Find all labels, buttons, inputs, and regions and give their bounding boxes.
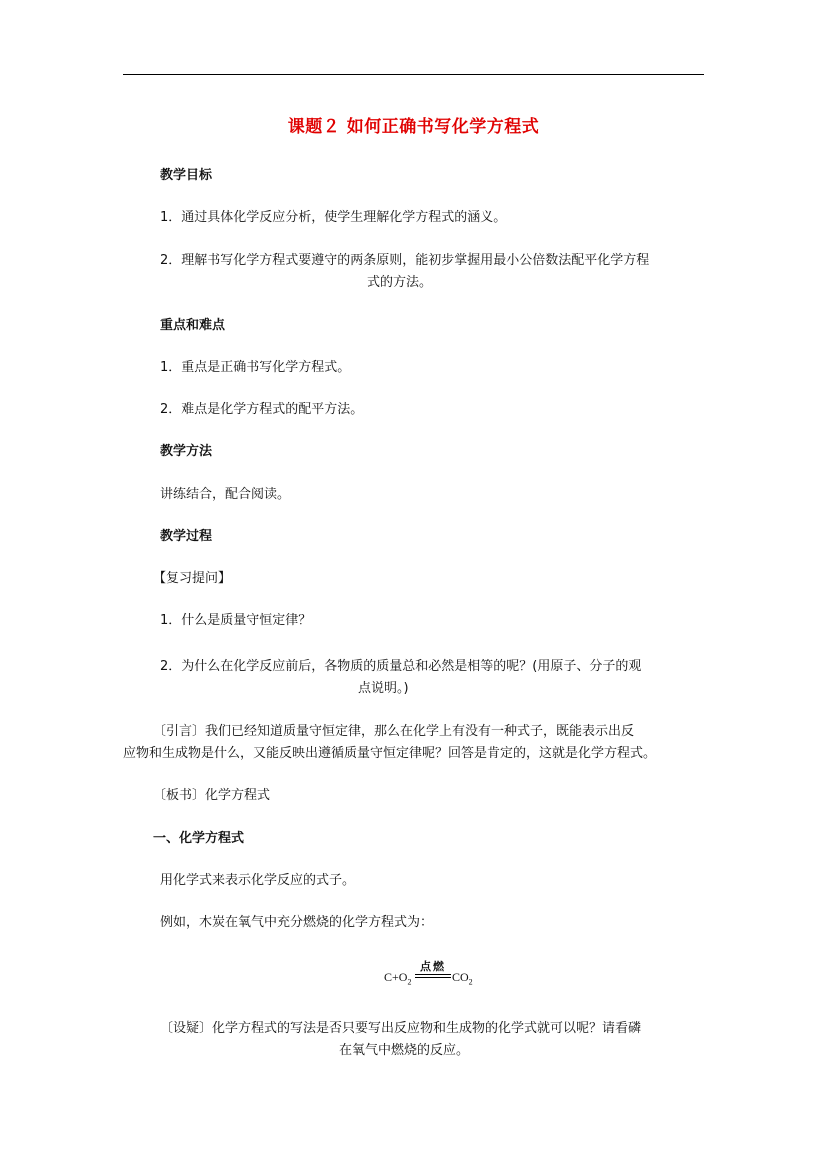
equation-equals-top xyxy=(415,974,451,975)
example-text: 例如，木炭在氧气中充分燃烧的化学方程式为： xyxy=(160,915,434,930)
method-heading: 教学方法 xyxy=(160,444,213,459)
question-line2: 在氧气中燃烧的反应。 xyxy=(339,1043,470,1058)
chemical-equation xyxy=(384,960,484,990)
header-rule xyxy=(123,74,704,75)
process-heading: 教学过程 xyxy=(160,529,213,544)
page-title: 课题２ 如何正确书写化学方程式 xyxy=(287,117,540,137)
goal-item-2-line2: 式的方法。 xyxy=(367,275,433,290)
method-text: 讲练结合，配合阅读。 xyxy=(160,487,291,502)
goal-item-1: 1．通过具体化学反应分析，使学生理解化学方程式的涵义。 xyxy=(160,210,507,225)
part1-heading: 一、化学方程式 xyxy=(153,831,245,846)
review-item-1: 1．什么是质量守恒定律？ xyxy=(160,613,312,628)
goal-item-2-line1: 2．理解书写化学方程式要遵守的两条原则，能初步掌握用最小公倍数法配平化学方程 xyxy=(160,253,650,268)
review-heading: 【复习提问】 xyxy=(153,571,232,586)
review-item-2-line2: 点说明。) xyxy=(358,681,409,696)
board-note: 〔板书〕化学方程式 xyxy=(153,788,271,803)
equation-reactants: $C+O_2$ xyxy=(384,970,412,987)
equation-equals-bottom xyxy=(415,977,451,978)
key-item-2: 2．难点是化学方程式的配平方法。 xyxy=(160,402,364,417)
question-line1: 〔设疑〕化学方程式的写法是否只要写出反应物和生成物的化学式就可以呢？请看磷 xyxy=(160,1021,642,1036)
review-item-2-line1: 2．为什么在化学反应前后，各物质的质量总和必然是相等的呢？(用原子、分子的观 xyxy=(160,659,642,674)
equation-product: $CO_2$ xyxy=(452,970,473,987)
goals-heading: 教学目标 xyxy=(160,168,213,183)
key-heading: 重点和难点 xyxy=(160,318,226,333)
equation-condition: 点燃 xyxy=(420,960,446,973)
key-item-1: 1．重点是正确书写化学方程式。 xyxy=(160,360,351,375)
intro-line2: 应物和生成物是什么，又能反映出遵循质量守恒定律呢？回答是肯定的，这就是化学方程式。 xyxy=(123,746,657,761)
intro-line1: 〔引言〕我们已经知道质量守恒定律，那么在化学上有没有一种式子，既能表示出反 xyxy=(153,724,635,739)
definition-text: 用化学式来表示化学反应的式子。 xyxy=(160,873,356,888)
